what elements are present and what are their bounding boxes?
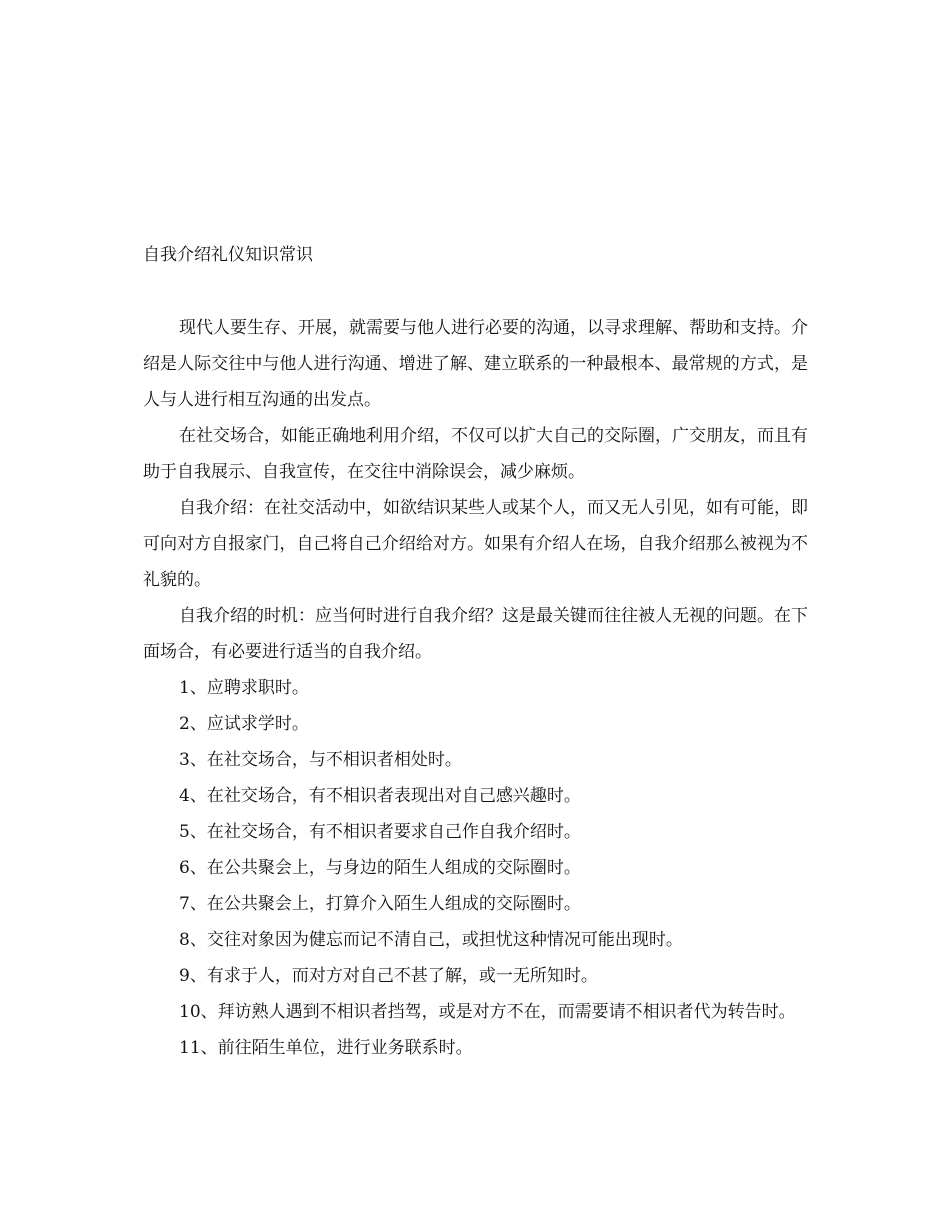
- paragraph-timing: 自我介绍的时机：应当何时进行自我介绍？这是最关键而往往被人无视的问题。在下面场合，有必要进行适当的自我介绍。: [143, 606, 808, 662]
- list-item: 6、在公共聚会上，与身边的陌生人组成的交际圈时。: [179, 858, 581, 878]
- document-title: 自我介绍礼仪知识常识: [143, 245, 313, 265]
- list-item: 9、有求于人，而对方对自己不甚了解，或一无所知时。: [179, 966, 598, 986]
- document-body: [143, 310, 808, 1066]
- list-item: 7、在公共聚会上，打算介入陌生人组成的交际圈时。: [179, 894, 581, 914]
- list-item: 5、在社交场合，有不相识者要求自己作自我介绍时。: [179, 822, 581, 842]
- list-item: 3、在社交场合，与不相识者相处时。: [179, 750, 462, 770]
- paragraph-intro: 现代人要生存、开展，就需要与他人进行必要的沟通，以寻求理解、帮助和支持。介绍是人际交往中与他人进行沟通、增进了解、建立联系的一种最根本、最常规的方式，是人与人进行相互沟通的出发点。: [143, 318, 808, 410]
- paragraph-self-introduction: 自我介绍：在社交活动中，如欲结识某些人或某个人，而又无人引见，如有可能，即可向对方自报家门，自己将自己介绍给对方。如果有介绍人在场，自我介绍那么被视为不礼貌的。: [143, 498, 808, 590]
- list-item: 8、交往对象因为健忘而记不清自己，或担忧这种情况可能出现时。: [179, 930, 683, 950]
- paragraph-social-occasions: 在社交场合，如能正确地利用介绍，不仅可以扩大自己的交际圈，广交朋友，而且有助于自我展示、自我宣传，在交往中消除误会，减少麻烦。: [143, 426, 808, 482]
- list-item: 4、在社交场合，有不相识者表现出对自己感兴趣时。: [179, 786, 581, 806]
- list-item: 11、前往陌生单位，进行业务联系时。: [179, 1038, 473, 1058]
- list-item: 1、应聘求职时。: [179, 678, 309, 698]
- list-item: 2、应试求学时。: [179, 714, 309, 734]
- list-item: 10、拜访熟人遇到不相识者挡驾，或是对方不在，而需要请不相识者代为转告时。: [179, 1002, 796, 1022]
